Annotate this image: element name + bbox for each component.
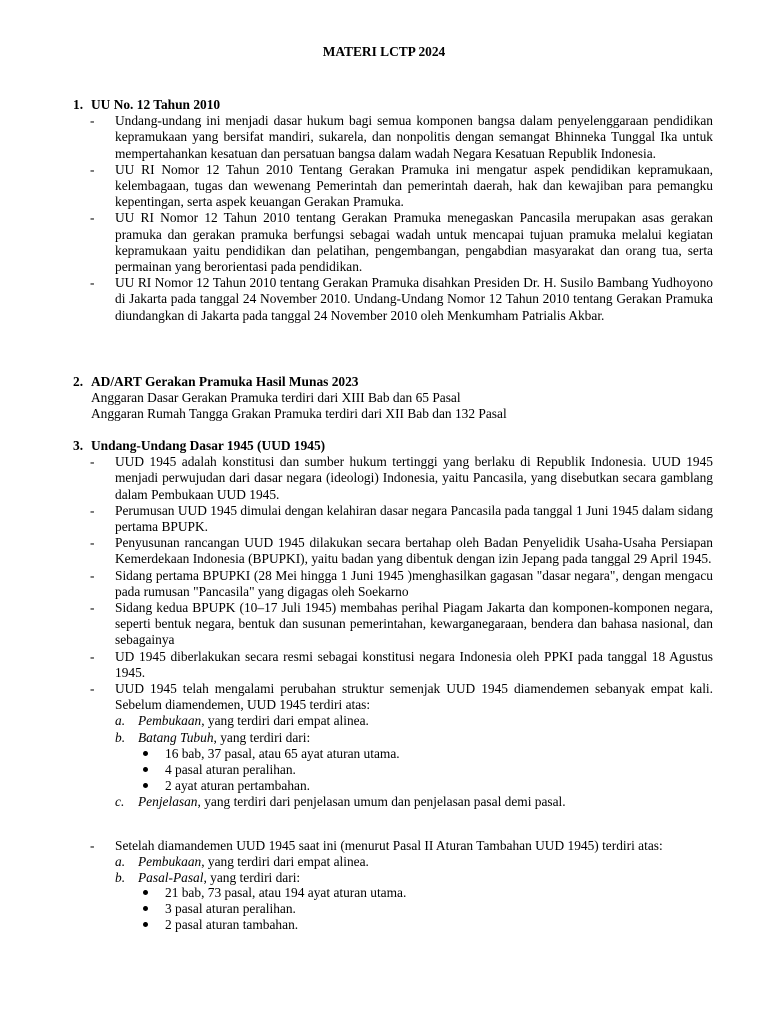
bullet-item [73, 762, 713, 778]
list-item [73, 275, 713, 324]
dash-bullet: - [90, 113, 95, 129]
sublist-text: , yang terdiri dari empat alinea. [201, 713, 369, 729]
section-title: Undang-Undang Dasar 1945 (UUD 1945) [91, 438, 326, 453]
sublist-term: Penjelasan [138, 794, 198, 810]
list-item [73, 681, 713, 713]
sublist-item-b [73, 870, 713, 886]
bullet-item [73, 746, 713, 762]
text-line: Anggaran Dasar Gerakan Pramuka terdiri dari XIII Bab dan 65 Pasal [91, 390, 461, 406]
list-item-text: Sidang pertama BPUPKI (28 Mei hingga 1 Juni 1945 )menghasilkan gagasan "dasar negara", dengan mengacu pada rumusan "Pancasila" yang digagas oleh Soekarno [115, 567, 713, 599]
sublist-text: , yang terdiri dari: [203, 869, 301, 885]
list-item [73, 503, 713, 535]
bullet-item [73, 778, 713, 794]
section-title: AD/ART Gerakan Pramuka Hasil Munas 2023 [91, 374, 359, 389]
sublist-letter: a. [115, 713, 126, 729]
sublist-letter: a. [115, 853, 126, 869]
sublist-letter: c. [115, 794, 125, 810]
dash-bullet: - [90, 502, 95, 518]
list-item-text: Sidang kedua BPUPK (10–17 Juli 1945) membahas perihal Piagam Jakarta dan komponen-komponen negara, seperti bentuk negara, bentuk dan susunan pemerintahan, kewarganegaraan, bendera dan bahasa nasional, dan sebagainya [115, 600, 713, 648]
list-item-text: Setelah diamandemen UUD 1945 saat ini (menurut Pasal II Aturan Tambahan UUD 1945) terdiri atas: [115, 838, 663, 853]
bullet-dot-icon [143, 922, 148, 927]
dash-bullet: - [90, 535, 95, 551]
dash-bullet: - [90, 454, 95, 470]
list-item-text: Undang-undang ini menjadi dasar hukum bagi semua komponen bangsa dalam penyelenggaraan pendidikan kepramukaan yang bersifat mandiri, sukarela, dan nonpolitis dengan semangat Bhinneka Tunggal Ika untuk mempertahankan kesatuan dan persatuan bangsa dalam wadah Negara Kesatuan Republik Indonesia. [115, 113, 713, 161]
bullet-dot-icon [143, 890, 148, 895]
sublist-term: Pembukaan [138, 853, 202, 869]
section-number: 3. [73, 438, 84, 453]
dash-bullet: - [90, 567, 95, 583]
list-item [73, 568, 713, 600]
dash-bullet: - [90, 648, 95, 664]
sublist-item-a [73, 854, 713, 870]
list-item [73, 649, 713, 681]
document-title: MATERI LCTP 2024 [322, 44, 446, 59]
list-item [73, 162, 713, 211]
dash-bullet: - [90, 275, 95, 291]
section-heading [73, 97, 713, 113]
list-item [73, 535, 713, 567]
list-item [73, 600, 713, 649]
sublist-letter: b. [115, 869, 126, 885]
section-heading [73, 438, 713, 454]
sublist-term: Pembukaan [138, 713, 202, 729]
section-uud-1945-after [73, 838, 713, 933]
list-item-text: UUD 1945 telah mengalami perubahan struktur semenjak UUD 1945 diamendemen sebanyak empat kali. Sebelum diamendemen, UUD 1945 terdiri atas: [115, 681, 713, 713]
list-item-text: UU RI Nomor 12 Tahun 2010 tentang Gerakan Pramuka menegaskan Pancasila merupakan asas gerakan pramuka dan gerakan pramuka berfungsi sebagai wadah untuk mencapai tujuan pramuka melalui kegiatan kepramukaan yaitu pendidikan dan pelatihan, pengembangan, pengabdian masyarakat dan orang tua, serta permainan yang berorientasi pada pendidikan. [115, 210, 713, 275]
sublist-item-b [73, 730, 713, 746]
bullet-text: 2 pasal aturan tambahan. [165, 916, 299, 932]
list-item [73, 210, 713, 275]
bullet-dot-icon [143, 783, 148, 788]
list-item [73, 454, 713, 503]
dash-bullet: - [90, 161, 95, 177]
list-item-text: UU RI Nomor 12 Tahun 2010 tentang Gerakan Pramuka disahkan Presiden Dr. H. Susilo Bambang Yudhoyono di Jakarta pada tanggal 24 November 2010. Undang-Undang Nomor 12 Tahun 2010 tentang Gerakan Pramuka diundangkan di Jakarta pada tanggal 24 November 2010 oleh Menkumham Patrialis Akbar. [115, 275, 713, 323]
list-item-text: UU RI Nomor 12 Tahun 2010 Tentang Gerakan Pramuka ini mengatur aspek pendidikan kepramukaan, kelembagaan, tugas dan wewenang Pemerintah dan pemerintah daerah, hak dan kewajiban para pemangku kepentingan, serta aspek keuangan Gerakan Pramuka. [115, 161, 713, 210]
bullet-text: 3 pasal aturan peralihan. [165, 901, 296, 917]
sublist-term: Pasal-Pasal [138, 869, 204, 885]
bullet-dot-icon [143, 767, 148, 772]
section-uu-12-2010 [73, 97, 713, 324]
bullet-item [73, 885, 713, 901]
section-number: 1. [73, 97, 84, 112]
text-line: Anggaran Rumah Tangga Grakan Pramuka terdiri dari XII Bab dan 132 Pasal [91, 406, 507, 422]
bullet-item [73, 901, 713, 917]
bullet-text: 16 bab, 37 pasal, atau 65 ayat aturan utama. [165, 745, 400, 761]
bullet-text: 4 pasal aturan peralihan. [165, 762, 296, 778]
section-title: UU No. 12 Tahun 2010 [91, 97, 221, 112]
sublist-text: , yang terdiri dari empat alinea. [201, 853, 369, 869]
list-item-text: Penyusunan rancangan UUD 1945 dilakukan secara bertahap oleh Badan Penyelidik Usaha-Usaha Persiapan Kemerdekaan Indonesia (BPUPKI), yaitu badan yang dibentuk dengan izin Jepang pada tanggal 29 April 1945. [115, 535, 713, 567]
section-uud-1945 [73, 438, 713, 811]
dash-bullet: - [90, 210, 95, 226]
section-heading [73, 374, 713, 390]
list-item-text: UUD 1945 adalah konstitusi dan sumber hukum tertinggi yang berlaku di Republik Indonesia. UUD 1945 menjadi perwujudan dari dasar negara (ideologi) Indonesia, yaitu Pancasila, yang disebutkan secara gamblang dalam Pembukaan UUD 1945. [115, 454, 713, 502]
sublist-item-a [73, 713, 713, 729]
bullet-item [73, 917, 713, 933]
list-item [73, 113, 713, 162]
list-item-text: Perumusan UUD 1945 dimulai dengan kelahiran dasar negara Pancasila pada tanggal 1 Juni 1945 dalam sidang pertama BPUPK. [115, 502, 713, 535]
sublist-text: , yang terdiri dari penjelasan umum dan penjelasan pasal demi pasal. [197, 794, 566, 810]
sublist-term: Batang Tubuh [138, 729, 214, 745]
sublist-text: , yang terdiri dari: [213, 729, 311, 745]
dash-bullet: - [90, 600, 95, 616]
section-number: 2. [73, 374, 84, 389]
bullet-text: 2 ayat aturan pertambahan. [165, 778, 310, 794]
list-item-text: UD 1945 diberlakukan secara resmi sebagai konstitusi negara Indonesia oleh PPKI pada tanggal 18 Agustus 1945. [115, 648, 713, 680]
section-ad-art [73, 374, 713, 423]
dash-bullet: - [90, 681, 95, 697]
bullet-dot-icon [143, 751, 148, 756]
bullet-dot-icon [143, 906, 148, 911]
list-item [73, 838, 713, 854]
bullet-text: 21 bab, 73 pasal, atau 194 ayat aturan utama. [165, 885, 407, 901]
sublist-item-c [73, 794, 713, 810]
sublist-letter: b. [115, 729, 126, 745]
dash-bullet: - [90, 838, 95, 853]
